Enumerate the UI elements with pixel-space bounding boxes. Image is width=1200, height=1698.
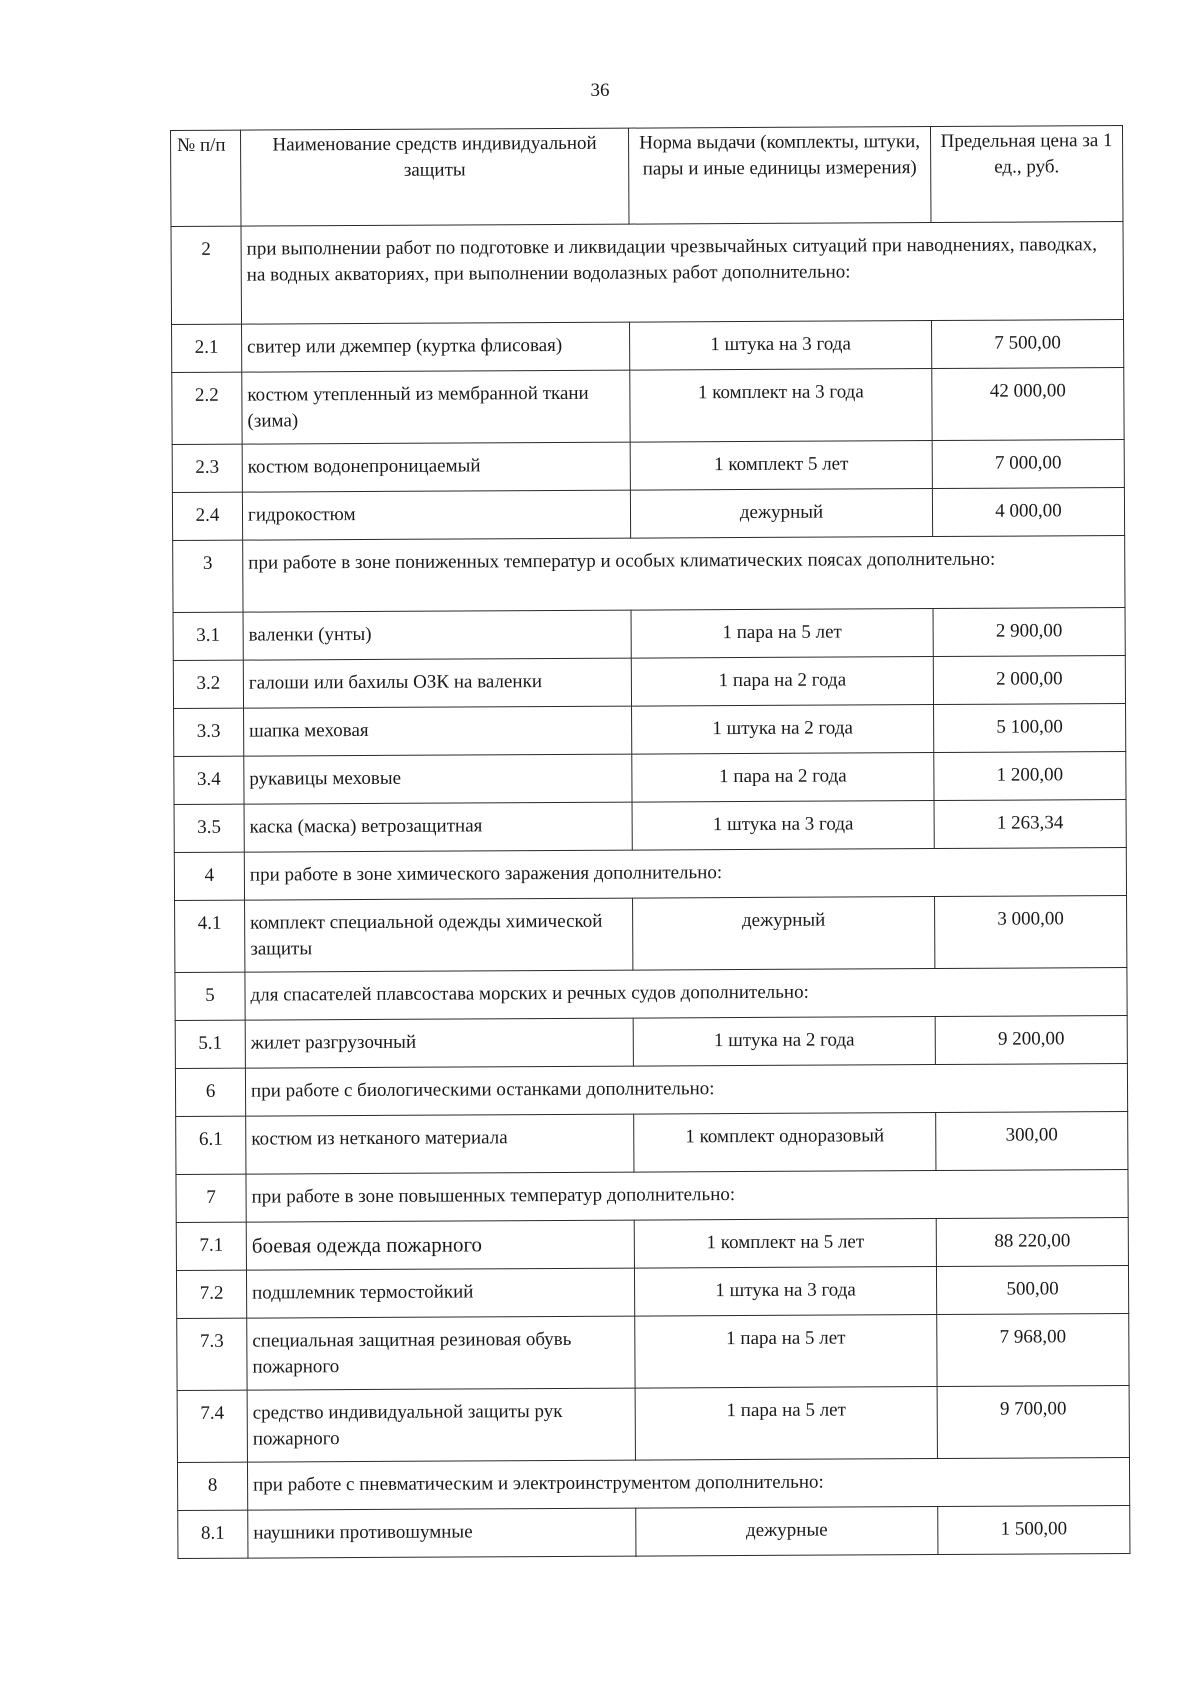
section-row — [176, 1169, 1128, 1222]
table-row — [172, 320, 1124, 373]
item-number: 2.2 — [172, 372, 242, 444]
document-sheet — [170, 125, 1129, 1559]
table-row — [175, 1016, 1127, 1069]
item-name: наушники противошумные — [248, 1508, 636, 1558]
item-number: 7.3 — [177, 1318, 247, 1390]
item-price: 1 200,00 — [934, 752, 1126, 801]
section-number: 3 — [173, 540, 243, 612]
item-number: 5.1 — [175, 1020, 245, 1068]
item-price: 4 000,00 — [932, 488, 1124, 537]
section-title: при работе в зоне пониженных температур и особых климатических поясах дополнительно: — [243, 536, 1125, 613]
section-title: при работе в зоне химического заражения дополнительно: — [244, 848, 1126, 901]
item-number: 2.3 — [172, 444, 242, 492]
section-title: при работе с биологическими останками дополнительно: — [245, 1063, 1127, 1116]
table-row — [176, 1111, 1128, 1174]
item-name: костюм водонепроницаемый — [242, 442, 630, 492]
item-number: 8.1 — [178, 1510, 248, 1558]
item-price: 7 500,00 — [932, 320, 1124, 369]
header-price: Предельная цена за 1 ед., руб. — [930, 126, 1123, 223]
section-title: для спасателей плавсостава морских и речных судов дополнительно: — [245, 968, 1127, 1021]
table-row — [172, 488, 1124, 541]
item-price: 2 000,00 — [933, 656, 1125, 705]
item-price: 7 000,00 — [932, 440, 1124, 489]
table-row — [177, 1385, 1129, 1462]
item-norm: 1 штука на 2 года — [633, 1017, 935, 1067]
item-number: 6.1 — [176, 1116, 246, 1174]
section-number: 5 — [175, 972, 245, 1020]
item-norm: дежурный — [633, 897, 935, 971]
item-name: боевая одежда пожарного — [246, 1220, 634, 1270]
table-row — [174, 704, 1126, 757]
section-title: при работе в зоне повышенных температур дополнительно: — [246, 1169, 1128, 1222]
section-title: при выполнении работ по подготовке и ликвидации чрезвычайных ситуаций при наводнениях, паводках, на водных акваториях, при выполнении водолазных работ дополнительно: — [241, 222, 1124, 325]
item-price: 1 500,00 — [938, 1505, 1130, 1554]
item-number: 3.1 — [173, 612, 243, 660]
item-norm: 1 пара на 5 лет — [635, 1387, 937, 1461]
item-price: 9 200,00 — [935, 1016, 1127, 1065]
item-number: 3.4 — [174, 756, 244, 804]
item-price: 5 100,00 — [934, 704, 1126, 753]
item-norm: 1 комплект 5 лет — [630, 441, 932, 491]
item-norm: дежурный — [630, 489, 932, 539]
table-row — [173, 656, 1125, 709]
item-norm: дежурные — [636, 1506, 938, 1556]
section-row — [175, 1063, 1127, 1116]
section-number: 7 — [176, 1174, 246, 1222]
item-number: 3.2 — [173, 660, 243, 708]
item-number: 7.2 — [176, 1270, 246, 1318]
item-norm: 1 штука на 3 года — [632, 801, 934, 851]
table-row — [174, 800, 1126, 853]
table-row — [174, 752, 1126, 805]
item-norm: 1 штука на 2 года — [632, 705, 934, 755]
table-header-row — [171, 126, 1123, 227]
table-row — [175, 896, 1127, 973]
section-number: 4 — [174, 852, 244, 900]
item-name: жилет разгрузочный — [245, 1018, 633, 1068]
section-row — [175, 968, 1127, 1021]
item-number: 4.1 — [175, 900, 245, 972]
item-name: комплект специальной одежды химической защиты — [245, 898, 633, 972]
item-price: 3 000,00 — [935, 896, 1127, 969]
section-title: при работе с пневматическим и электроинструментом дополнительно: — [247, 1457, 1129, 1510]
item-name: шапка меховая — [244, 706, 632, 756]
item-number: 7.1 — [176, 1222, 246, 1270]
item-name: костюм утепленный из мембранной ткани (зима) — [242, 370, 630, 444]
section-row — [174, 848, 1126, 901]
item-price: 42 000,00 — [932, 368, 1124, 441]
table-row — [176, 1265, 1128, 1318]
item-number: 3.5 — [174, 804, 244, 852]
item-name: рукавицы меховые — [244, 754, 632, 804]
item-norm: 1 комплект одноразовый — [634, 1113, 936, 1173]
header-norm: Норма выдачи (комплекты, штуки, пары и иные единицы измерения) — [628, 127, 930, 225]
item-price: 500,00 — [936, 1265, 1128, 1314]
item-name: галоши или бахилы ОЗК на валенки — [243, 658, 631, 708]
table-row — [178, 1505, 1130, 1558]
item-number: 7.4 — [177, 1390, 247, 1462]
item-norm: 1 пара на 5 лет — [631, 609, 933, 659]
table-row — [172, 440, 1124, 493]
section-row — [173, 536, 1125, 613]
item-norm: 1 комплект на 3 года — [630, 369, 932, 443]
item-name: свитер или джемпер (куртка флисовая) — [242, 322, 630, 372]
item-price: 7 968,00 — [937, 1313, 1129, 1386]
item-price: 1 263,34 — [934, 800, 1126, 849]
item-norm: 1 комплект на 5 лет — [634, 1219, 936, 1269]
section-row — [177, 1457, 1129, 1510]
section-number: 8 — [177, 1462, 247, 1510]
item-number: 2.1 — [172, 324, 242, 372]
item-price: 2 900,00 — [933, 608, 1125, 657]
header-number: № п/п — [171, 130, 242, 226]
item-name: валенки (унты) — [243, 610, 631, 660]
table-row — [172, 368, 1124, 445]
item-number: 3.3 — [174, 708, 244, 756]
item-price: 300,00 — [936, 1111, 1128, 1170]
item-norm: 1 пара на 2 года — [631, 657, 933, 707]
item-norm: 1 пара на 2 года — [632, 753, 934, 803]
item-norm: 1 пара на 5 лет — [635, 1315, 937, 1389]
section-number: 2 — [171, 226, 242, 324]
item-price: 88 220,00 — [936, 1217, 1128, 1266]
section-row — [171, 222, 1124, 325]
header-name: Наименование средств индивидуальной защиты — [241, 128, 629, 226]
item-name: костюм из нетканого материала — [246, 1114, 634, 1174]
table-row — [176, 1217, 1128, 1270]
item-norm: 1 штука на 3 года — [634, 1267, 936, 1317]
item-price: 9 700,00 — [937, 1385, 1129, 1458]
table-row — [177, 1313, 1129, 1390]
item-name: гидрокостюм — [242, 490, 630, 540]
ppe-norms-table — [170, 125, 1130, 1559]
table-row — [173, 608, 1125, 661]
item-name: каска (маска) ветрозащитная — [244, 802, 632, 852]
item-number: 2.4 — [172, 492, 242, 540]
item-norm: 1 штука на 3 года — [630, 321, 932, 371]
section-number: 6 — [175, 1068, 245, 1116]
item-name: подшлемник термостойкий — [246, 1268, 634, 1318]
item-name: специальная защитная резиновая обувь пожарного — [247, 1316, 635, 1390]
page-number: 36 — [590, 80, 610, 101]
item-name: средство индивидуальной защиты рук пожарного — [247, 1388, 635, 1462]
